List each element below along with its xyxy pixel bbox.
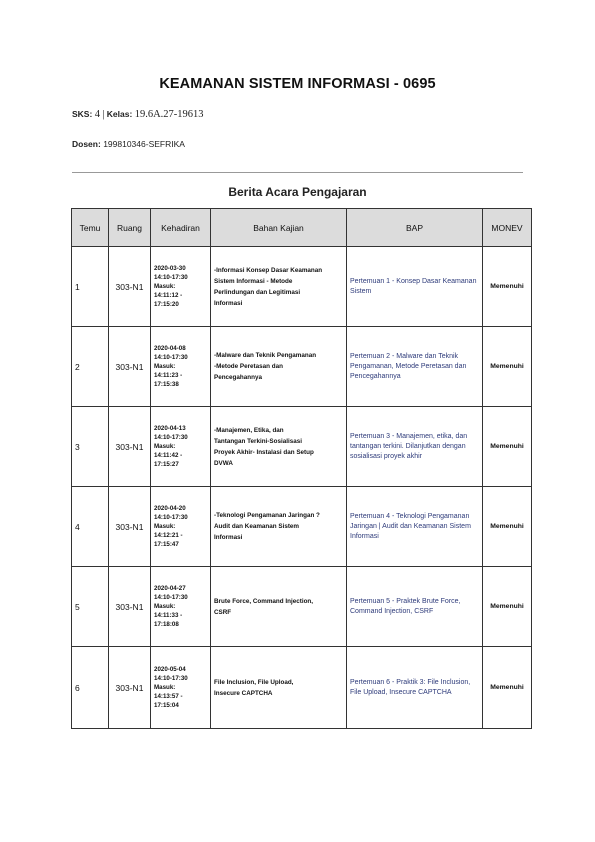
meta-separator: | xyxy=(102,109,105,120)
cell-kehadiran: 2020-04-20 14:10-17:30 Masuk: 14:12:21 - 17:15:47 xyxy=(151,487,211,567)
cell-bap: Pertemuan 5 - Praktek Brute Force, Command Injection, CSRF xyxy=(347,567,483,647)
course-meta xyxy=(72,109,204,120)
cell-ruang: 303-N1 xyxy=(109,487,151,567)
cell-bap: Pertemuan 6 - Praktik 3: File Inclusion, File Upload, Insecure CAPTCHA xyxy=(347,647,483,729)
cell-bahan-kajian: -Informasi Konsep Dasar Keamanan Sistem Informasi - Metode Perlindungan dan Legitimasi Informasi xyxy=(211,247,347,327)
cell-temu: 5 xyxy=(72,567,109,647)
cell-kehadiran: 2020-04-08 14:10-17:30 Masuk: 14:11:23 - 17:15:38 xyxy=(151,327,211,407)
cell-monev: Memenuhi xyxy=(483,567,532,647)
cell-monev: Memenuhi xyxy=(483,327,532,407)
cell-ruang: 303-N1 xyxy=(109,247,151,327)
cell-temu: 4 xyxy=(72,487,109,567)
cell-ruang: 303-N1 xyxy=(109,407,151,487)
section-title: Berita Acara Pengajaran xyxy=(228,185,367,199)
course-title: KEAMANAN SISTEM INFORMASI - 0695 xyxy=(159,76,436,92)
table-row xyxy=(72,487,532,567)
cell-kehadiran: 2020-04-27 14:10-17:30 Masuk: 14:11:33 - 17:18:08 xyxy=(151,567,211,647)
cell-temu: 1 xyxy=(72,247,109,327)
cell-bahan-kajian: -Malware dan Teknik Pengamanan -Metode Peretasan dan Pencegahannya xyxy=(211,327,347,407)
cell-bap: Pertemuan 1 - Konsep Dasar Keamanan Sistem xyxy=(347,247,483,327)
cell-kehadiran: 2020-03-30 14:10-17:30 Masuk: 14:11:12 - 17:15:20 xyxy=(151,247,211,327)
lecturer-info xyxy=(72,139,185,149)
kelas-value: 19.6A.27-19613 xyxy=(134,109,204,120)
cell-bahan-kajian: File Inclusion, File Upload, Insecure CAPTCHA xyxy=(211,647,347,729)
header-temu: Temu xyxy=(72,209,109,247)
cell-temu: 6 xyxy=(72,647,109,729)
table-row xyxy=(72,647,532,729)
cell-ruang: 303-N1 xyxy=(109,647,151,729)
cell-monev: Memenuhi xyxy=(483,407,532,487)
cell-bap: Pertemuan 2 - Malware dan Teknik Pengamanan, Metode Peretasan dan Pencegahannya xyxy=(347,327,483,407)
cell-monev: Memenuhi xyxy=(483,487,532,567)
header-monev: MONEV xyxy=(483,209,532,247)
dosen-value: 199810346-SEFRIKA xyxy=(103,139,185,149)
table-row xyxy=(72,327,532,407)
table-header-row xyxy=(72,209,532,247)
header-bap: BAP xyxy=(347,209,483,247)
sks-label: SKS: xyxy=(72,109,93,119)
cell-bap: Pertemuan 3 - Manajemen, etika, dan tantangan terkini. Dilanjutkan dengan sosialisasi proyek akhir xyxy=(347,407,483,487)
cell-kehadiran: 2020-05-04 14:10-17:30 Masuk: 14:13:57 - 17:15:04 xyxy=(151,647,211,729)
cell-monev: Memenuhi xyxy=(483,647,532,729)
dosen-label: Dosen: xyxy=(72,139,101,149)
cell-bahan-kajian: -Manajemen, Etika, dan Tantangan Terkini-Sosialisasi Proyek Akhir- Instalasi dan Setup DVWA xyxy=(211,407,347,487)
cell-temu: 3 xyxy=(72,407,109,487)
teaching-record-table xyxy=(71,208,532,729)
table-row xyxy=(72,567,532,647)
cell-bahan-kajian: Brute Force, Command Injection, CSRF xyxy=(211,567,347,647)
header-bahan-kajian: Bahan Kajian xyxy=(211,209,347,247)
cell-bap: Pertemuan 4 - Teknologi Pengamanan Jaringan | Audit dan Keamanan Sistem Informasi xyxy=(347,487,483,567)
cell-ruang: 303-N1 xyxy=(109,567,151,647)
table-row xyxy=(72,407,532,487)
cell-ruang: 303-N1 xyxy=(109,327,151,407)
header-ruang: Ruang xyxy=(109,209,151,247)
cell-kehadiran: 2020-04-13 14:10-17:30 Masuk: 14:11:42 - 17:15:27 xyxy=(151,407,211,487)
kelas-label: Kelas: xyxy=(106,109,133,119)
cell-monev: Memenuhi xyxy=(483,247,532,327)
sks-value: 4 xyxy=(94,109,100,120)
horizontal-divider xyxy=(72,172,523,173)
cell-bahan-kajian: -Teknologi Pengamanan Jaringan ? Audit dan Keamanan Sistem Informasi xyxy=(211,487,347,567)
table-row xyxy=(72,247,532,327)
cell-temu: 2 xyxy=(72,327,109,407)
header-kehadiran: Kehadiran xyxy=(151,209,211,247)
